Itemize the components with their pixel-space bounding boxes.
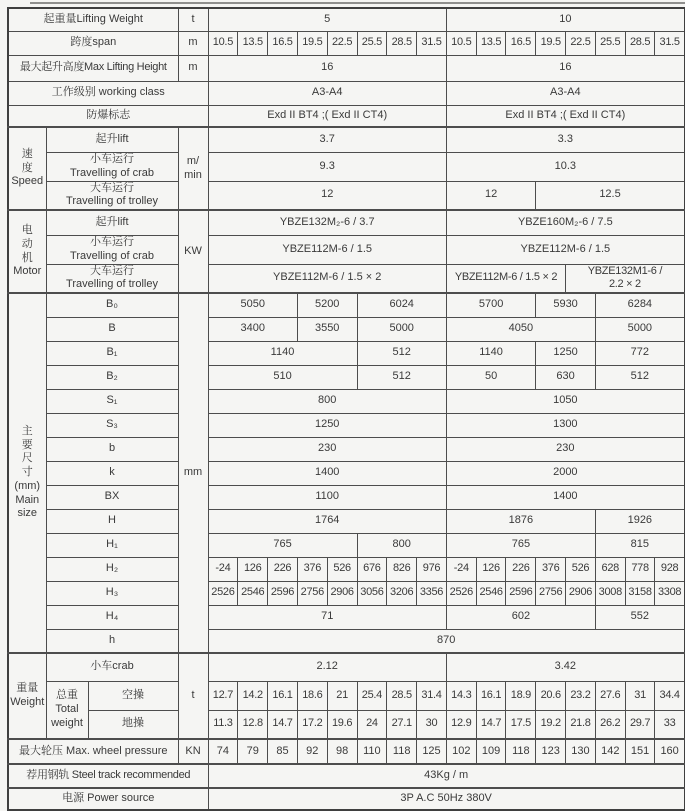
cell-line: Travelling of trolley	[66, 195, 158, 208]
value-cell: 118	[506, 739, 536, 764]
row-label-h3: H₃	[46, 581, 178, 605]
table-row	[8, 341, 685, 365]
row-label-span: 跨度span	[8, 31, 178, 55]
row-label-total-weight	[46, 681, 88, 739]
value-cell: 2756	[297, 581, 327, 605]
table-row	[8, 55, 685, 81]
cell-line: Weight	[10, 696, 45, 708]
cell-line: 大车运行	[90, 264, 134, 277]
value-cell: 21	[327, 681, 357, 710]
table-row	[8, 437, 685, 461]
cell-line: Total	[55, 702, 79, 715]
value-cell: 92	[297, 739, 327, 764]
value-cell: 3.42	[446, 653, 684, 681]
value-cell: 16.5	[506, 31, 536, 55]
value-cell: 512	[595, 365, 684, 389]
value-cell: 26.2	[595, 710, 625, 739]
value-cell: 1400	[208, 461, 446, 485]
value-cell: 3550	[297, 317, 357, 341]
value-cell: 1926	[595, 509, 684, 533]
table-row	[8, 210, 685, 235]
table-row	[8, 152, 685, 181]
cell-line: m/	[186, 154, 200, 167]
value-cell: 510	[208, 365, 357, 389]
cell-line: Travelling of trolley	[66, 278, 158, 291]
value-cell: 12	[208, 181, 446, 210]
value-cell: 10.3	[446, 152, 684, 181]
value-cell: 11.3	[208, 710, 238, 739]
value-cell: 1100	[208, 485, 446, 509]
row-label-bx: BX	[46, 485, 178, 509]
row-label-speed-trolley	[46, 181, 178, 210]
value-cell: YBZE132M₂-6 / 3.7	[208, 210, 446, 235]
cell-line: Main	[15, 493, 40, 506]
table-row	[8, 605, 685, 629]
unit-motor: KW	[178, 210, 208, 293]
value-cell: 772	[595, 341, 684, 365]
row-label-b-small: b	[46, 437, 178, 461]
value-cell: 12.7	[208, 681, 238, 710]
row-label-s3: S₃	[46, 413, 178, 437]
row-label-h1: H₁	[46, 533, 178, 557]
unit-main-size: mm	[178, 293, 208, 653]
table-row	[8, 739, 685, 764]
value-cell: 12.9	[446, 710, 476, 739]
value-cell: 3400	[208, 317, 297, 341]
row-label-crab-weight: 小车crab	[46, 653, 178, 681]
value-cell: 13.5	[238, 31, 268, 55]
row-label-h-small: h	[46, 629, 178, 653]
value-cell: 512	[357, 341, 446, 365]
cell-line: (mm)	[14, 479, 41, 492]
value-cell: 815	[595, 533, 684, 557]
section-label-main-size	[8, 293, 46, 653]
value-cell: 512	[357, 365, 446, 389]
value-cell: -24	[446, 557, 476, 581]
value-cell: 14.7	[476, 710, 506, 739]
value-cell: 25.5	[595, 31, 625, 55]
value-cell: 2.12	[208, 653, 446, 681]
value-cell: YBZE112M-6 / 1.5	[446, 235, 684, 264]
value-cell: 765	[208, 533, 357, 557]
value-cell: 19.2	[536, 710, 566, 739]
row-label-steel-track: 荐用钢轨 Steel track recommended	[8, 764, 208, 788]
value-cell: 12.5	[536, 181, 685, 210]
section-label-motor	[8, 210, 46, 293]
table-row	[8, 293, 685, 317]
value-cell: 19.5	[297, 31, 327, 55]
table-row	[8, 317, 685, 341]
value-cell: 29.7	[625, 710, 655, 739]
lifting-weight-10t: 10	[446, 8, 684, 31]
value-cell: Exd II BT4 ;( Exd II CT4)	[208, 105, 446, 127]
value-cell: A3-A4	[446, 81, 684, 105]
value-cell: 31.4	[417, 681, 447, 710]
value-cell: 126	[476, 557, 506, 581]
value-cell: 1140	[208, 341, 357, 365]
value-cell: 5200	[297, 293, 357, 317]
unit-span: m	[178, 31, 208, 55]
table-row	[8, 653, 685, 681]
value-cell: 3.3	[446, 127, 684, 152]
value-cell: 3158	[625, 581, 655, 605]
cell-line: min	[184, 168, 202, 181]
row-label-max-wheel-pressure: 最大轮压 Max. wheel pressure	[8, 739, 178, 764]
row-label-motor-trolley	[46, 264, 178, 293]
cell-line: 小车运行	[90, 235, 134, 248]
cell-line: weight	[51, 716, 83, 729]
value-cell: 18.9	[506, 681, 536, 710]
value-cell: 33	[655, 710, 685, 739]
value-cell: 226	[268, 557, 298, 581]
table-row	[8, 81, 685, 105]
value-cell: 928	[655, 557, 685, 581]
value-cell: 19.6	[327, 710, 357, 739]
row-label-empty-operation: 空操	[88, 681, 178, 710]
value-cell: 2596	[506, 581, 536, 605]
value-cell: 28.5	[625, 31, 655, 55]
value-cell: 3008	[595, 581, 625, 605]
value-cell: 1876	[446, 509, 595, 533]
table-row	[8, 105, 685, 127]
row-label-ground-operation: 地操	[88, 710, 178, 739]
value-cell: 1250	[536, 341, 596, 365]
row-label-max-lifting-height: 最大起升高度Max Lifting Height	[8, 55, 178, 81]
value-cell: 6024	[357, 293, 446, 317]
unit-weight: t	[178, 653, 208, 739]
value-cell: 79	[238, 739, 268, 764]
value-cell: 800	[208, 389, 446, 413]
value-cell: 14.2	[238, 681, 268, 710]
table-row	[8, 181, 685, 210]
cell-line: Motor	[13, 265, 42, 278]
value-cell: 800	[357, 533, 446, 557]
value-cell: 25.4	[357, 681, 387, 710]
table-row	[8, 235, 685, 264]
value-cell: 30	[417, 710, 447, 739]
value-cell: 230	[446, 437, 684, 461]
value-cell: YBZE112M-6 / 1.5	[208, 235, 446, 264]
value-cell: 765	[446, 533, 595, 557]
value-cell: 2526	[208, 581, 238, 605]
value-cell: 14.3	[446, 681, 476, 710]
row-label-h2: H₂	[46, 557, 178, 581]
value-cell: 3.7	[208, 127, 446, 152]
lifting-weight-5t: 5	[208, 8, 446, 31]
cell-line: 机	[21, 251, 33, 264]
value-cell: 98	[327, 739, 357, 764]
cell-line: 尺	[21, 452, 33, 465]
value-cell: 125	[417, 739, 447, 764]
cell-line: 度	[21, 161, 33, 174]
value-cell: 630	[536, 365, 596, 389]
row-label-motor-lift: 起升lift	[46, 210, 178, 235]
table-row	[8, 485, 685, 509]
value-cell: 976	[417, 557, 447, 581]
value-cell: 19.5	[536, 31, 566, 55]
value-cell: 2906	[327, 581, 357, 605]
value-cell: 74	[208, 739, 238, 764]
value-cell: 628	[595, 557, 625, 581]
value-cell: 226	[506, 557, 536, 581]
table-row	[8, 461, 685, 485]
value-cell: 142	[595, 739, 625, 764]
row-label-s1: S₁	[46, 389, 178, 413]
value-cell: 5000	[595, 317, 684, 341]
row-label-motor-crab	[46, 235, 178, 264]
value-cell: 12.8	[238, 710, 268, 739]
value-cell: 12	[446, 181, 535, 210]
value-cell: 17.5	[506, 710, 536, 739]
value-cell: A3-A4	[208, 81, 446, 105]
value-cell: 3356	[417, 581, 447, 605]
table-row	[8, 365, 685, 389]
table-row	[8, 8, 685, 31]
value-cell: 24	[357, 710, 387, 739]
value-cell: YBZE160M₂-6 / 7.5	[446, 210, 684, 235]
cropped-edge-line	[30, 2, 685, 4]
value-cell: 34.4	[655, 681, 685, 710]
row-label-h4: H₄	[46, 605, 178, 629]
value-cell: 31.5	[655, 31, 685, 55]
value-cell: 9.3	[208, 152, 446, 181]
value-cell: 5050	[208, 293, 297, 317]
value-cell: 16.1	[476, 681, 506, 710]
value-cell: 118	[387, 739, 417, 764]
cell-line: 2.2 × 2	[608, 278, 641, 291]
value-cell: 5700	[446, 293, 535, 317]
row-label-power-source: 电源 Power source	[8, 788, 208, 810]
value-cell: 870	[208, 629, 685, 653]
value-cell: 1400	[446, 485, 684, 509]
value-cell: 109	[476, 739, 506, 764]
cell-line: Speed	[11, 175, 44, 188]
value-cell: 18.6	[297, 681, 327, 710]
table-row	[8, 389, 685, 413]
value-cell: 2526	[446, 581, 476, 605]
value-cell: 27.1	[387, 710, 417, 739]
value-cell: -24	[208, 557, 238, 581]
value-cell: Exd II BT4 ;( Exd II CT4)	[446, 105, 684, 127]
row-label-lifting-weight: 起重量Lifting Weight	[8, 8, 178, 31]
table-row	[8, 557, 685, 581]
table-row	[8, 710, 685, 739]
value-cell: 5930	[536, 293, 596, 317]
table-row	[8, 127, 685, 152]
value-cell: 22.5	[327, 31, 357, 55]
value-cell: 230	[208, 437, 446, 461]
row-label-h-cap: H	[46, 509, 178, 533]
value-cell: 6284	[595, 293, 684, 317]
value-cell: 13.5	[476, 31, 506, 55]
value-cell: 28.5	[387, 31, 417, 55]
cell-line: size	[17, 507, 38, 520]
table-row	[8, 413, 685, 437]
value-cell: 16.1	[268, 681, 298, 710]
value-cell: 126	[238, 557, 268, 581]
value-cell: 376	[297, 557, 327, 581]
table-row	[8, 533, 685, 557]
value-cell: 160	[655, 739, 685, 764]
cell-line: 大车运行	[90, 181, 134, 194]
section-label-speed	[8, 127, 46, 210]
cell-line: Travelling of crab	[70, 249, 154, 262]
row-label-working-class: 工作级别 working class	[8, 81, 208, 105]
table-row	[8, 629, 685, 653]
power-source-value: 3P A.C 50Hz 380V	[208, 788, 685, 810]
value-cell: 2546	[476, 581, 506, 605]
value-cell: 50	[446, 365, 535, 389]
section-label-weight	[8, 653, 46, 739]
table-row	[8, 31, 685, 55]
row-label-speed-crab	[46, 152, 178, 181]
steel-track-value: 43Kg / m	[208, 764, 685, 788]
value-cell: 2596	[268, 581, 298, 605]
cell-line: 主	[21, 424, 33, 437]
row-label-b0: B₀	[46, 293, 178, 317]
value-cell: 3056	[357, 581, 387, 605]
value-cell: 3308	[655, 581, 685, 605]
cell-line: 小车运行	[90, 152, 134, 165]
value-cell: 1050	[446, 389, 684, 413]
row-label-speed-lift: 起升lift	[46, 127, 178, 152]
cell-line: 总重	[56, 689, 78, 702]
cell-line: 寸	[21, 466, 33, 479]
value-cell: 552	[595, 605, 684, 629]
unit-max-lifting-height: m	[178, 55, 208, 81]
cell-line: Travelling of crab	[70, 166, 154, 179]
value-cell: 1764	[208, 509, 446, 533]
value-cell: 526	[327, 557, 357, 581]
value-cell: 71	[208, 605, 446, 629]
cell-line: 重量	[16, 682, 39, 695]
unit-wheel-pressure: KN	[178, 739, 208, 764]
value-cell: 102	[446, 739, 476, 764]
value-cell: 16	[208, 55, 446, 81]
row-label-k: k	[46, 461, 178, 485]
value-cell: 85	[268, 739, 298, 764]
value-cell: 676	[357, 557, 387, 581]
value-cell: 23.2	[566, 681, 596, 710]
value-cell: 14.7	[268, 710, 298, 739]
value-cell: 151	[625, 739, 655, 764]
unit-lifting-weight: t	[178, 8, 208, 31]
value-cell: 1140	[446, 341, 535, 365]
value-cell: 778	[625, 557, 655, 581]
cell-line: 速	[21, 147, 33, 160]
table-row	[8, 788, 685, 810]
value-cell: 123	[536, 739, 566, 764]
table-row	[8, 581, 685, 605]
value-cell: 130	[566, 739, 596, 764]
value-cell: 10.5	[446, 31, 476, 55]
value-cell: 2906	[566, 581, 596, 605]
value-cell: 110	[357, 739, 387, 764]
value-cell: 31.5	[417, 31, 447, 55]
value-cell: 22.5	[566, 31, 596, 55]
value-cell: 3206	[387, 581, 417, 605]
value-cell	[566, 264, 685, 293]
value-cell: 826	[387, 557, 417, 581]
row-label-b1: B₁	[46, 341, 178, 365]
cell-line: 要	[21, 438, 33, 451]
table-row	[8, 509, 685, 533]
row-label-b: B	[46, 317, 178, 341]
cell-line: YBZE132M1-6 /	[587, 264, 663, 277]
value-cell: 16	[446, 55, 684, 81]
value-cell: 27.6	[595, 681, 625, 710]
table-row	[8, 681, 685, 710]
value-cell: 376	[536, 557, 566, 581]
value-cell: 1300	[446, 413, 684, 437]
row-label-explosion-proof-mark: 防爆标志	[8, 105, 208, 127]
value-cell: 5000	[357, 317, 446, 341]
spec-table	[7, 7, 685, 811]
value-cell: YBZE112M-6 / 1.5 × 2	[208, 264, 446, 293]
cell-line: 动	[21, 237, 33, 250]
value-cell: 2546	[238, 581, 268, 605]
table-row	[8, 764, 685, 788]
table-row	[8, 264, 685, 293]
value-cell: YBZE112M-6 / 1.5 × 2	[446, 264, 565, 293]
value-cell: 4050	[446, 317, 595, 341]
value-cell: 10.5	[208, 31, 238, 55]
row-label-b2: B₂	[46, 365, 178, 389]
value-cell: 1250	[208, 413, 446, 437]
value-cell: 25.5	[357, 31, 387, 55]
value-cell: 602	[446, 605, 595, 629]
value-cell: 31	[625, 681, 655, 710]
value-cell: 28.5	[387, 681, 417, 710]
value-cell: 2756	[536, 581, 566, 605]
value-cell: 20.6	[536, 681, 566, 710]
value-cell: 2000	[446, 461, 684, 485]
value-cell: 526	[566, 557, 596, 581]
value-cell: 16.5	[268, 31, 298, 55]
value-cell: 21.8	[566, 710, 596, 739]
value-cell: 17.2	[297, 710, 327, 739]
unit-speed	[178, 127, 208, 210]
spec-table-body	[8, 8, 685, 810]
cell-line: 电	[21, 224, 33, 236]
